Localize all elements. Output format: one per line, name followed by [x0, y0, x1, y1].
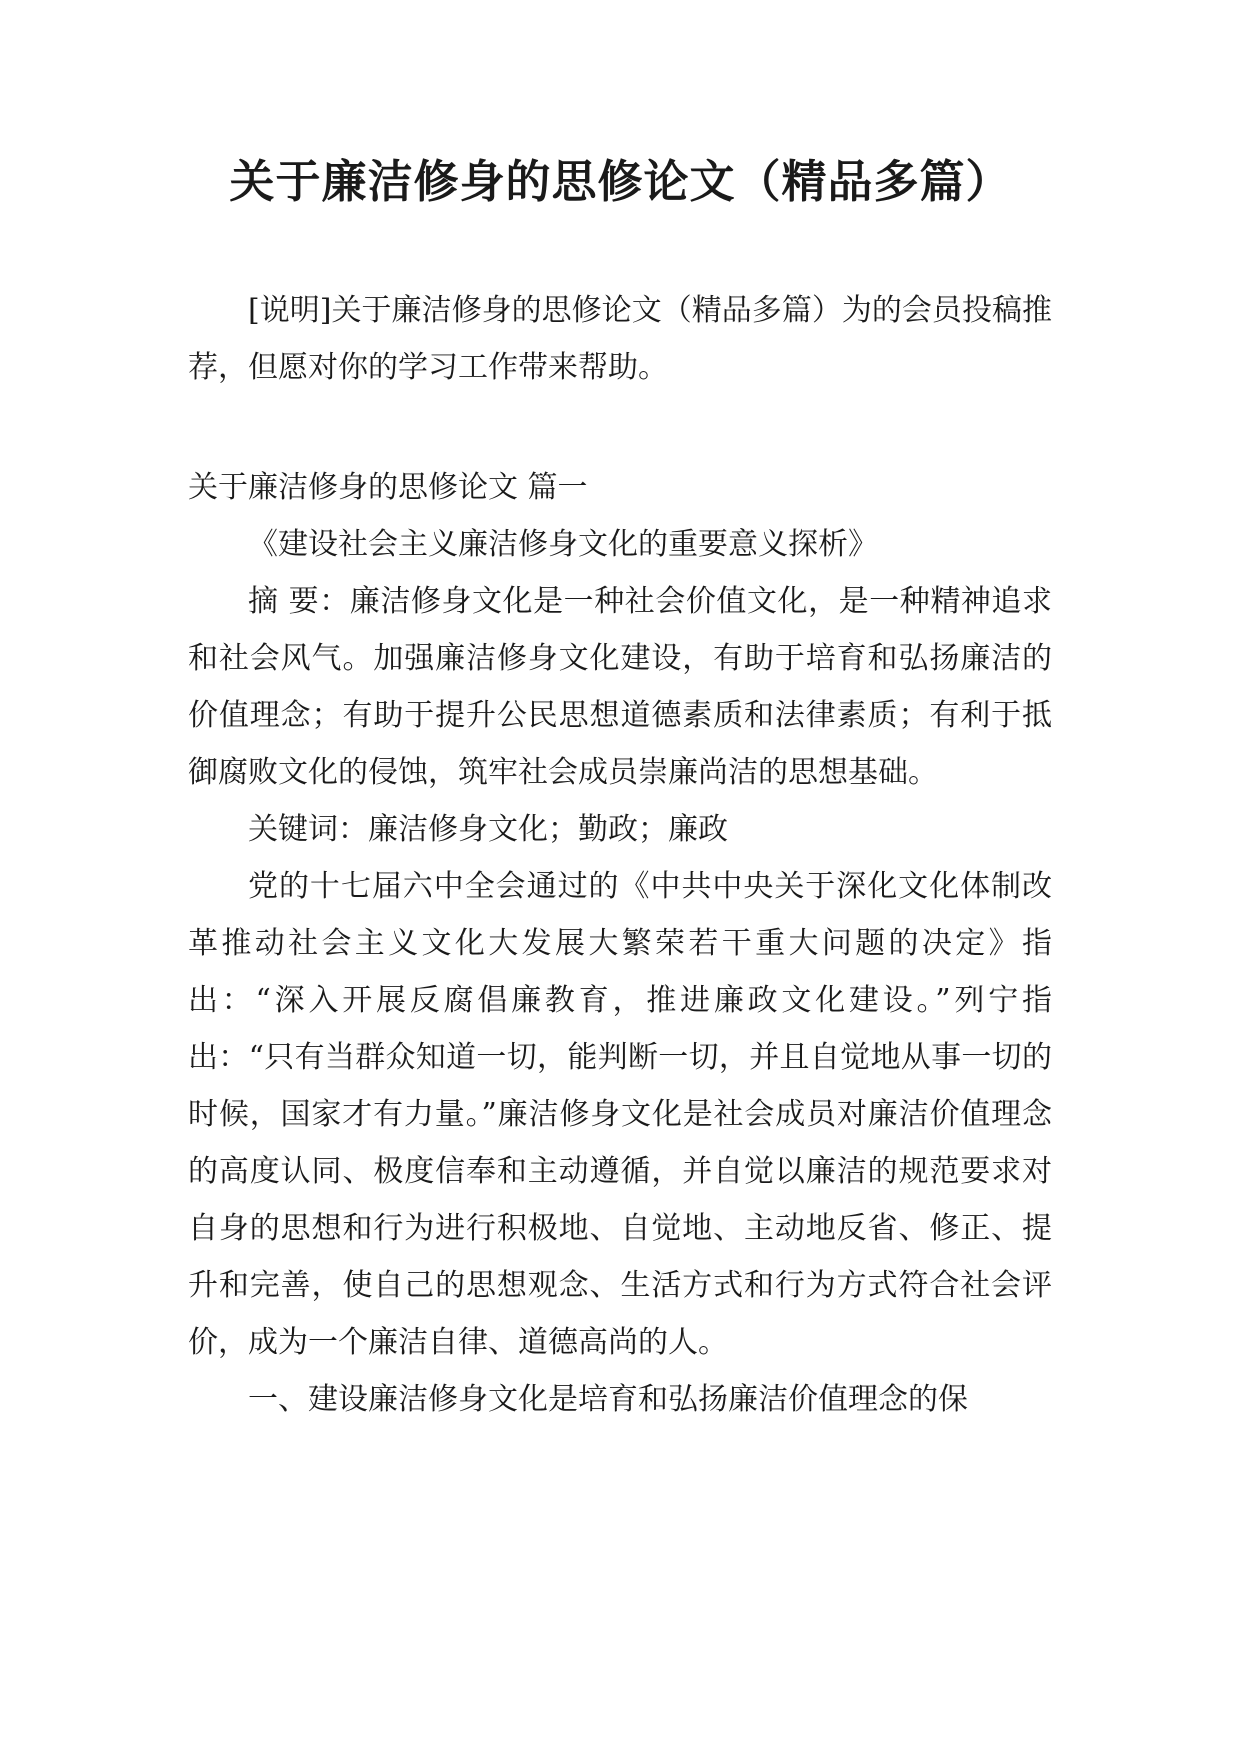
paper-title: 《建设社会主义廉洁修身文化的重要意义探析》: [248, 527, 878, 562]
section-heading: 关于廉洁修身的思修论文 篇一: [188, 470, 588, 505]
abstract-paragraph: 摘 要：廉洁修身文化是一种社会价值文化，是一种精神追求和社会风气。加强廉洁修身文化建设，有助于培育和弘扬廉洁的价值理念；有助于提升公民思想道德素质和法律素质；有利于抵御腐败文化的侵蚀，筑牢社会成员崇廉尚洁的思想基础。: [188, 584, 1052, 790]
body-paragraph: 党的十七届六中全会通过的《中共中央关于深化文化体制改革推动社会主义文化大发展大繁荣若干重大问题的决定》指出：“深入开展反腐倡廉教育，推进廉政文化建设。”列宁指出：“只有当群众知道一切，能判断一切，并且自觉地从事一切的时候，国家才有力量。”廉洁修身文化是社会成员对廉洁价值理念的高度认同、极度信奉和主动遵循，并自觉以廉洁的规范要求对自身的思想和行为进行积极地、自觉地、主动地反省、修正、提升和完善，使自己的思想观念、生活方式和行为方式符合社会评价，成为一个廉洁自律、道德高尚的人。: [188, 869, 1052, 1360]
keywords-line: 关键词：廉洁修身文化；勤政；廉政: [248, 812, 728, 847]
section-one-heading: 一、建设廉洁修身文化是培育和弘扬廉洁价值理念的保: [248, 1382, 968, 1417]
intro-paragraph: [说明]关于廉洁修身的思修论文（精品多篇）为的会员投稿推荐，但愿对你的学习工作带来帮助。: [188, 293, 1052, 385]
document-title: 关于廉洁修身的思修论文（精品多篇）: [229, 155, 1012, 208]
document-body: [188, 282, 1052, 1428]
